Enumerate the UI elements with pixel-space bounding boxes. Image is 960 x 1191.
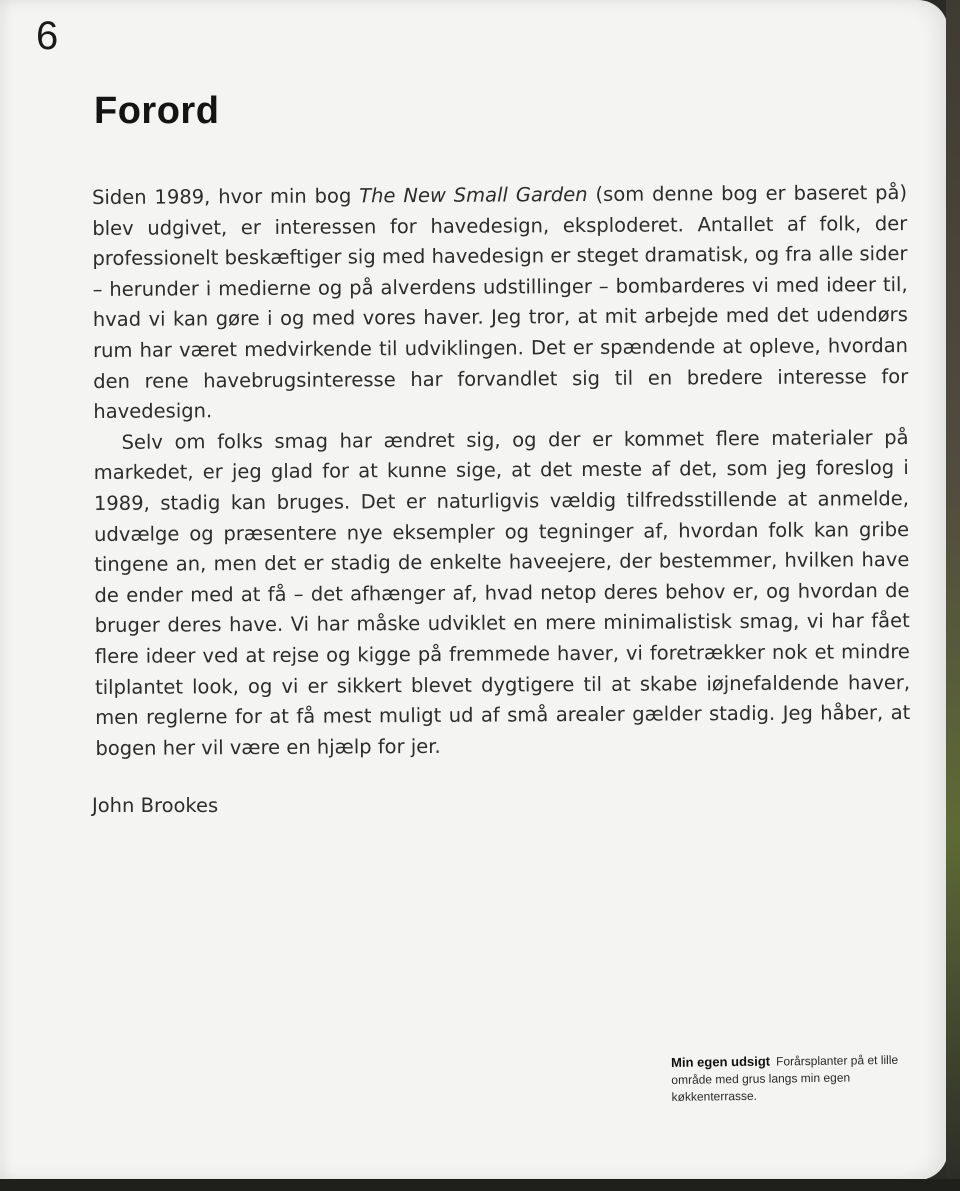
photo-caption bbox=[671, 1051, 922, 1106]
caption-text: Forårsplanter på et lille område med grus langs min egen køkkenterrasse. bbox=[671, 1052, 899, 1104]
chapter-title: Forord bbox=[94, 90, 220, 132]
adjacent-page-edge bbox=[946, 0, 960, 1191]
book-title: The New Small Garden bbox=[359, 182, 588, 208]
page-number: 6 bbox=[36, 14, 59, 58]
author-signature: John Brookes bbox=[92, 794, 219, 817]
paragraph-1 bbox=[92, 178, 908, 428]
paragraph-2: Selv om folks smag har ændret sig, og der er kommet flere materialer på markedet, er jeg glad for at kunne sige, at det meste af det, som jeg foreslog i 1989, stadig kan bruges. Det er naturligvis vældig tilfredsstillende at anmelde, udvælge og præsentere nye eksempler og tegninger af, hvordan folk kan gribe tingene an, men det er stadig de enkelte haveejere, der bestemmer, hvilken have de ender med at få – det afhænger af, hvad netop deres behov er, og hvordan de bruger deres have. Vi har måske udviklet en mere minimalistisk smag, vi har fået flere ideer ved at rejse og kigge på fremmede haver, vi foretrækker nok et mindre tilplantet look, og vi er sikkert blevet dygtigere til at skabe iøjnefaldende haver, men reglerne for at få mest muligt ud af små arealer gælder stadig. Jeg håber, at bogen her vil være en hjælp for jer. bbox=[93, 425, 911, 760]
page-bottom-shadow bbox=[0, 1179, 960, 1191]
caption-title: Min egen udsigt bbox=[671, 1053, 771, 1070]
paragraph-1-intro: Siden 1989, hvor min bog bbox=[92, 184, 360, 209]
foreword-body bbox=[92, 178, 911, 764]
paragraph-1-rest: (som denne bog er baseret på) blev udgivet, er interessen for havedesign, eksploderet. Antallet af folk, der professionelt beskæftiger sig med havedesign er steget dramatisk, og fra alle sider – herunder i medierne og på alverdens udstillinger – bombarderes vi med ideer til, hvad vi kan gøre i og med vores haver. Jeg tror, at mit arbejde med det udendørs rum har været medvirkende til udviklingen. Det er spændende at opleve, hvordan den rene havebrugsinteresse har forvandlet sig til en bredere interesse for havedesign. bbox=[92, 181, 909, 424]
